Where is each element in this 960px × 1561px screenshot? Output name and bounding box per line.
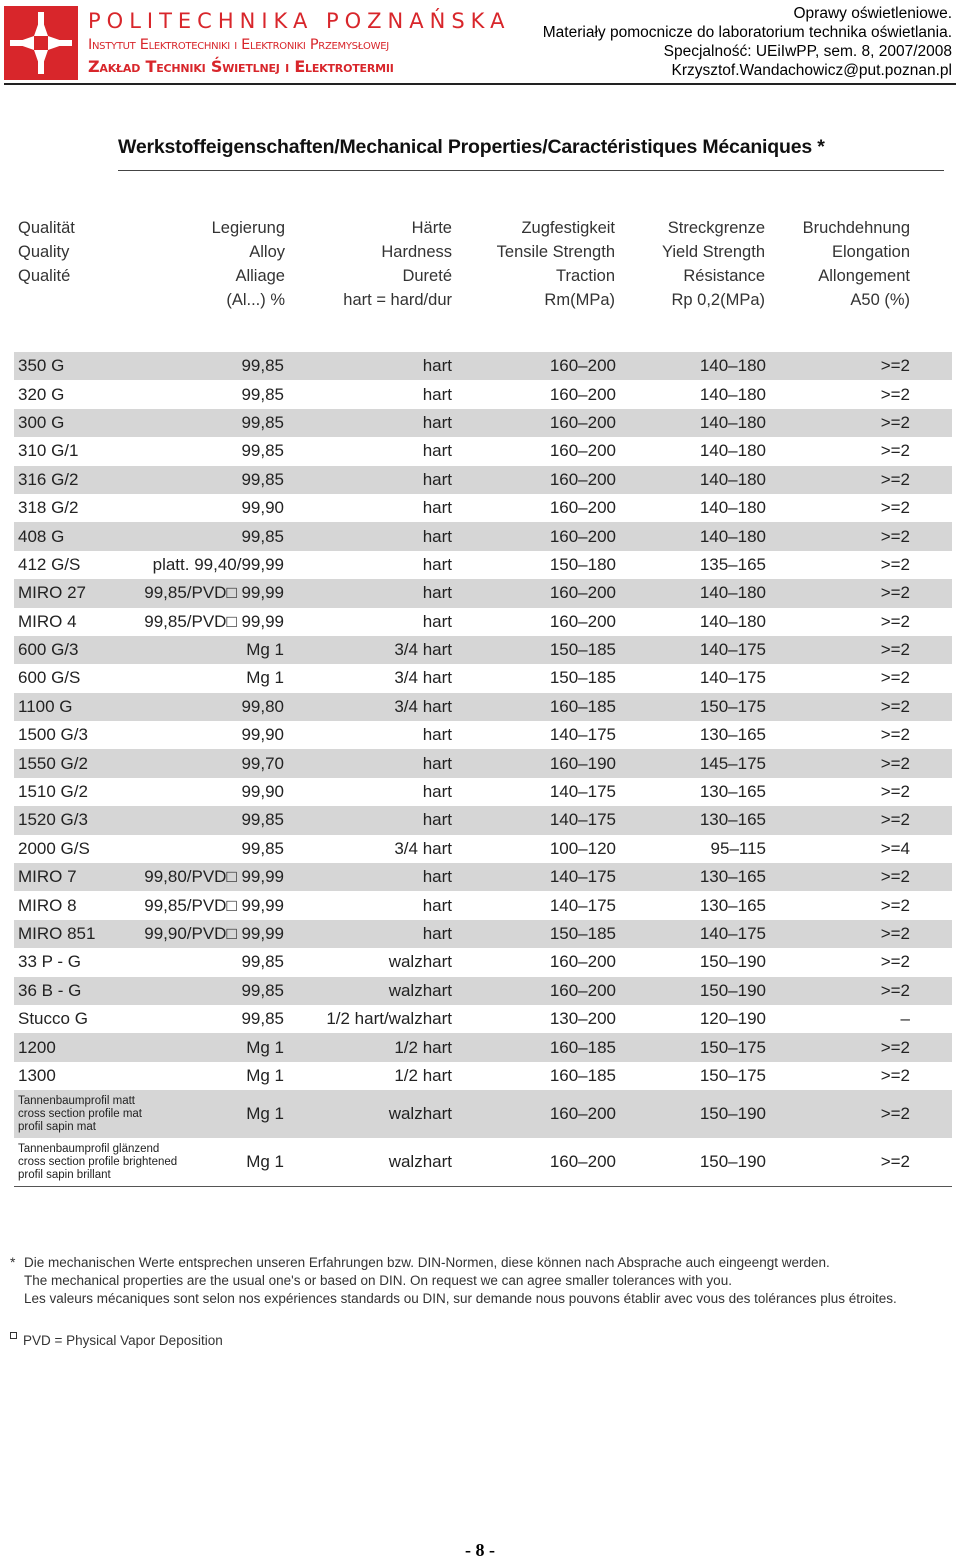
- cell-hardness: hart: [422, 356, 452, 376]
- cell-hardness: 1/2 hart: [394, 1037, 452, 1057]
- column-header-line: (Al...) %: [226, 291, 285, 309]
- cell-quality: 350 G: [18, 356, 65, 376]
- column-header-elongation: [803, 216, 910, 312]
- cell-tensile: 150–185: [549, 668, 616, 688]
- cell-yield: 140–180: [699, 611, 766, 631]
- cell-alloy: Mg 1: [246, 1152, 284, 1172]
- cell-alloy: 99,80/PVD□ 99,99: [144, 867, 284, 887]
- cell-alloy: 99,85: [241, 1009, 284, 1029]
- table-bottom-rule: [14, 1186, 952, 1187]
- column-header-line: Résistance: [683, 267, 765, 285]
- cell-yield: 150–190: [699, 1104, 766, 1124]
- cell-elongation: >=2: [880, 1152, 910, 1172]
- column-header-line: Quality: [18, 243, 70, 261]
- institution-line2: Instytut Elektrotechniki i Elektroniki Przemysłowej: [88, 37, 389, 53]
- cell-hardness: hart: [422, 895, 452, 915]
- cell-alloy: 99,80: [241, 696, 284, 716]
- cell-yield: 140–180: [699, 441, 766, 461]
- pvd-footnote: [10, 1332, 223, 1348]
- cell-elongation: >=2: [880, 640, 910, 660]
- table-row: [14, 352, 952, 380]
- cell-quality: 320 G: [18, 384, 65, 404]
- cell-elongation: >=2: [880, 441, 910, 461]
- table-row: [14, 1090, 952, 1138]
- cell-quality: [18, 1138, 177, 1186]
- table-row: [14, 891, 952, 919]
- cell-tensile: 140–175: [549, 810, 616, 830]
- cell-quality: 36 B - G: [18, 980, 82, 1000]
- column-header-line: Alliage: [235, 267, 285, 285]
- cell-alloy: 99,70: [241, 753, 284, 773]
- footnote-line: Les valeurs mécaniques sont selon nos expériences standards ou DIN, sur demande nous pouvons établir avec vous des tolérances plus étroites.: [24, 1291, 897, 1306]
- table-row: [14, 806, 952, 834]
- footnote-line: Die mechanischen Werte entsprechen unseren Erfahrungen bzw. DIN-Normen, diese können nach Absprache auch eingeengt werden.: [24, 1255, 830, 1270]
- cell-hardness: hart: [422, 526, 452, 546]
- column-header-quality: [18, 216, 75, 288]
- cell-alloy: 99,85/PVD□ 99,99: [144, 583, 284, 603]
- cell-tensile: 160–190: [549, 753, 616, 773]
- cell-hardness: 3/4 hart: [394, 696, 452, 716]
- cell-yield: 150–190: [699, 980, 766, 1000]
- column-header-line: Qualität: [18, 219, 75, 237]
- table-row: [14, 1033, 952, 1061]
- column-header-line: Allongement: [818, 267, 910, 285]
- cell-alloy: 99,90: [241, 498, 284, 518]
- cell-hardness: hart: [422, 782, 452, 802]
- cell-tensile: 160–185: [549, 696, 616, 716]
- institution-line1: POLITECHNIKA POZNAŃSKA: [88, 9, 511, 33]
- cell-quality: 1550 G/2: [18, 753, 88, 773]
- cell-quality-lines: [18, 1143, 177, 1182]
- cell-yield: 140–180: [699, 356, 766, 376]
- cell-quality: 1100 G: [18, 696, 73, 716]
- cell-quality: 318 G/2: [18, 498, 79, 518]
- cell-yield: 150–175: [699, 696, 766, 716]
- cell-elongation: >=2: [880, 384, 910, 404]
- footnote-star: *: [10, 1254, 16, 1270]
- table-row: [14, 1138, 952, 1186]
- table-row: [14, 1062, 952, 1090]
- cell-quality: 1200: [18, 1037, 56, 1057]
- cell-yield: 140–180: [699, 469, 766, 489]
- table-row: [14, 1005, 952, 1033]
- column-header-line: A50 (%): [850, 291, 910, 309]
- cell-yield: 150–190: [699, 1152, 766, 1172]
- cell-yield: 140–175: [699, 924, 766, 943]
- cell-quality-line: Tannenbaumprofil matt: [18, 1094, 135, 1107]
- cell-elongation: >=2: [880, 725, 910, 745]
- table-row: [14, 778, 952, 806]
- cell-hardness: 1/2 hart: [394, 1065, 452, 1085]
- column-header-line: Hardness: [381, 243, 452, 261]
- cell-alloy: 99,90: [241, 725, 284, 745]
- cell-yield: 150–175: [699, 1037, 766, 1057]
- cell-alloy: 99,85: [241, 412, 284, 432]
- cell-hardness: hart: [422, 583, 452, 603]
- cell-tensile: 140–175: [549, 725, 616, 745]
- cell-yield: 130–165: [699, 782, 766, 802]
- institution-line3: Zakład Techniki Świetlnej i Elektrotermii: [88, 57, 394, 76]
- cell-yield: 135–165: [699, 554, 766, 574]
- cell-hardness: 3/4 hart: [394, 668, 452, 688]
- cell-elongation: >=2: [880, 1104, 910, 1124]
- header-info-line: Specjalność: UEiIwPP, sem. 8, 2007/2008: [663, 43, 952, 60]
- cell-tensile: 160–200: [549, 583, 616, 603]
- cell-tensile: 160–200: [549, 1104, 616, 1124]
- cell-quality: 310 G/1: [18, 441, 79, 461]
- table-row: [14, 693, 952, 721]
- cell-quality: MIRO 27: [18, 583, 87, 603]
- cell-hardness: hart: [422, 753, 452, 773]
- column-header-line: Streckgrenze: [667, 219, 765, 237]
- properties-table: [14, 352, 952, 1186]
- cell-tensile: 150–185: [549, 640, 616, 660]
- table-row: [14, 551, 952, 579]
- cell-alloy: Mg 1: [246, 1104, 284, 1124]
- cell-quality-lines: [18, 1095, 142, 1134]
- column-header-line: Rp 0,2(MPa): [671, 291, 765, 309]
- cell-elongation: >=2: [880, 498, 910, 518]
- institution-name: [88, 8, 511, 78]
- cell-yield: 145–175: [699, 753, 766, 773]
- square-icon: [10, 1332, 17, 1339]
- column-header-line: hart = hard/dur: [343, 291, 452, 309]
- cell-alloy: 99,85: [241, 838, 284, 858]
- cell-hardness: walzhart: [388, 1104, 452, 1124]
- cell-elongation: >=4: [880, 838, 910, 858]
- cell-hardness: hart: [422, 384, 452, 404]
- column-header-line: Qualité: [18, 267, 71, 285]
- cell-quality-line: profil sapin mat: [18, 1120, 96, 1133]
- cell-yield: 120–190: [699, 1009, 766, 1029]
- cell-hardness: hart: [422, 810, 452, 830]
- table-row: [14, 749, 952, 777]
- cell-elongation: >=2: [880, 924, 910, 943]
- cell-yield: 140–175: [699, 668, 766, 688]
- cell-quality: 412 G/S: [18, 554, 81, 574]
- table-row: [14, 608, 952, 636]
- cell-quality: MIRO 8: [18, 895, 77, 915]
- cell-tensile: 160–200: [549, 441, 616, 461]
- cell-alloy: 99,90: [241, 782, 284, 802]
- cell-hardness: walzhart: [388, 980, 452, 1000]
- column-header-line: Legierung: [211, 219, 285, 237]
- cell-hardness: 1/2 hart/walzhart: [326, 1009, 452, 1029]
- cell-alloy: Mg 1: [246, 640, 284, 660]
- cell-quality: MIRO 4: [18, 611, 77, 631]
- column-header-line: Elongation: [832, 243, 910, 261]
- footnotes: [24, 1254, 897, 1308]
- cell-tensile: 140–175: [549, 782, 616, 802]
- table-row: [14, 636, 952, 664]
- cell-tensile: 100–120: [549, 838, 616, 858]
- cell-hardness: 3/4 hart: [394, 640, 452, 660]
- cell-yield: 150–190: [699, 952, 766, 972]
- cell-alloy: 99,85: [241, 469, 284, 489]
- cell-yield: 95–115: [710, 838, 766, 858]
- cell-alloy: Mg 1: [246, 1037, 284, 1057]
- table-row: [14, 920, 952, 948]
- cell-quality: [18, 1090, 142, 1138]
- cell-quality: 408 G: [18, 526, 65, 546]
- cell-tensile: 140–175: [549, 895, 616, 915]
- cell-tensile: 160–200: [549, 384, 616, 404]
- column-header-line: Bruchdehnung: [802, 219, 910, 237]
- column-header-line: Traction: [556, 267, 615, 285]
- cell-elongation: >=2: [880, 952, 910, 972]
- cell-elongation: >=2: [880, 611, 910, 631]
- cell-quality: 600 G/S: [18, 668, 81, 688]
- cell-tensile: 130–200: [549, 1009, 616, 1029]
- cell-hardness: hart: [422, 469, 452, 489]
- cell-elongation: >=2: [880, 696, 910, 716]
- table-row: [14, 466, 952, 494]
- column-header-line: Alloy: [249, 243, 285, 261]
- table-row: [14, 835, 952, 863]
- cell-elongation: >=2: [880, 412, 910, 432]
- cell-yield: 130–165: [699, 810, 766, 830]
- cell-elongation: >=2: [880, 782, 910, 802]
- cell-tensile: 160–200: [549, 526, 616, 546]
- table-row: [14, 437, 952, 465]
- cell-quality: MIRO 851: [18, 924, 96, 943]
- cell-tensile: 160–200: [549, 980, 616, 1000]
- table-row: [14, 409, 952, 437]
- page-title: Werkstoffeigenschaften/Mechanical Properties/Caractéristiques Mécaniques *: [118, 136, 825, 158]
- cell-yield: 140–180: [699, 583, 766, 603]
- cell-hardness: hart: [422, 611, 452, 631]
- column-header-line: Tensile Strength: [496, 243, 615, 261]
- cell-yield: 130–165: [699, 867, 766, 887]
- title-divider: [118, 170, 944, 171]
- column-header-yield: [662, 216, 765, 312]
- cell-yield: 130–165: [699, 725, 766, 745]
- cell-elongation: >=2: [880, 469, 910, 489]
- column-header-tensile: [497, 216, 615, 312]
- cell-alloy: 99,85: [241, 441, 284, 461]
- cell-alloy: 99,85: [241, 526, 284, 546]
- cell-quality: 1520 G/3: [18, 810, 88, 830]
- header-info-line: Oprawy oświetleniowe.: [793, 5, 952, 22]
- cell-yield: 130–165: [699, 895, 766, 915]
- cell-quality: 1510 G/2: [18, 782, 88, 802]
- cell-elongation: >=2: [880, 356, 910, 376]
- table-row: [14, 664, 952, 692]
- university-logo: [4, 6, 78, 80]
- cell-hardness: hart: [422, 498, 452, 518]
- cell-alloy: Mg 1: [246, 668, 284, 688]
- cell-tensile: 160–200: [549, 611, 616, 631]
- header-divider: [4, 83, 956, 85]
- cell-yield: 140–175: [699, 640, 766, 660]
- cell-alloy: 99,85: [241, 980, 284, 1000]
- cell-quality: 300 G: [18, 412, 65, 432]
- cell-elongation: –: [900, 1009, 910, 1029]
- cell-quality-line: profil sapin brillant: [18, 1168, 111, 1181]
- cell-alloy: platt. 99,40/99,99: [152, 554, 284, 574]
- table-row: [14, 380, 952, 408]
- column-header-line: Dureté: [402, 267, 452, 285]
- footnote-line: The mechanical properties are the usual one's or based on DIN. On request we can agree smaller tolerances with you.: [24, 1273, 732, 1288]
- cell-hardness: 3/4 hart: [394, 838, 452, 858]
- cell-quality: 600 G/3: [18, 640, 79, 660]
- cell-hardness: hart: [422, 867, 452, 887]
- cell-quality: 316 G/2: [18, 469, 79, 489]
- cell-alloy: 99,85: [241, 952, 284, 972]
- cell-hardness: walzhart: [388, 952, 452, 972]
- cell-quality-line: cross section profile mat: [18, 1107, 142, 1120]
- cell-yield: 140–180: [699, 498, 766, 518]
- cell-tensile: 160–200: [549, 1152, 616, 1172]
- cell-alloy: Mg 1: [246, 1065, 284, 1085]
- table-row: [14, 522, 952, 550]
- cell-hardness: hart: [422, 924, 452, 943]
- table-row: [14, 721, 952, 749]
- cell-alloy: 99,85: [241, 356, 284, 376]
- cell-elongation: >=2: [880, 867, 910, 887]
- table-row: [14, 863, 952, 891]
- cell-yield: 150–175: [699, 1065, 766, 1085]
- cell-elongation: >=2: [880, 753, 910, 773]
- cell-hardness: hart: [422, 412, 452, 432]
- cell-tensile: 160–200: [549, 498, 616, 518]
- cell-tensile: 160–185: [549, 1065, 616, 1085]
- cell-quality: 2000 G/S: [18, 838, 90, 858]
- cell-tensile: 160–200: [549, 952, 616, 972]
- cell-yield: 140–180: [699, 384, 766, 404]
- cell-yield: 140–180: [699, 412, 766, 432]
- cell-elongation: >=2: [880, 895, 910, 915]
- cell-alloy: 99,85: [241, 384, 284, 404]
- logo-emblem-icon: [4, 6, 78, 80]
- column-header-line: Yield Strength: [661, 243, 765, 261]
- cell-quality-line: cross section profile brightened: [18, 1155, 178, 1168]
- column-header-line: Härte: [411, 219, 452, 237]
- cell-hardness: hart: [422, 441, 452, 461]
- cell-tensile: 160–185: [549, 1037, 616, 1057]
- cell-tensile: 150–185: [549, 924, 616, 943]
- column-header-alloy: [212, 216, 285, 312]
- cell-alloy: 99,85: [241, 810, 284, 830]
- cell-quality-line: Tannenbaumprofil glänzend: [18, 1142, 160, 1155]
- column-header-hardness: [343, 216, 452, 312]
- cell-elongation: >=2: [880, 1065, 910, 1085]
- cell-elongation: >=2: [880, 810, 910, 830]
- header-right-info: [543, 4, 952, 80]
- cell-alloy: 99,85/PVD□ 99,99: [144, 895, 284, 915]
- table-row: [14, 579, 952, 607]
- cell-hardness: walzhart: [388, 1152, 452, 1172]
- cell-elongation: >=2: [880, 980, 910, 1000]
- header-info-line: Materiały pomocnicze do laboratorium technika oświetlania.: [542, 24, 952, 41]
- cell-tensile: 160–200: [549, 356, 616, 376]
- cell-elongation: >=2: [880, 668, 910, 688]
- cell-elongation: >=2: [880, 554, 910, 574]
- cell-alloy: 99,85/PVD□ 99,99: [144, 611, 284, 631]
- cell-tensile: 160–200: [549, 469, 616, 489]
- column-header-line: Rm(MPa): [544, 291, 615, 309]
- cell-yield: 140–180: [699, 526, 766, 546]
- table-row: [14, 494, 952, 522]
- cell-quality: 1500 G/3: [18, 725, 88, 745]
- page-header: [4, 4, 956, 84]
- header-email: Krzysztof.Wandachowicz@put.poznan.pl: [671, 62, 952, 79]
- cell-tensile: 150–180: [549, 554, 616, 574]
- page-number: - 8 -: [465, 1540, 495, 1560]
- cell-tensile: 160–200: [549, 412, 616, 432]
- cell-quality: 1300: [18, 1065, 56, 1085]
- column-header-line: Zugfestigkeit: [521, 219, 615, 237]
- cell-tensile: 140–175: [549, 867, 616, 887]
- cell-hardness: hart: [422, 725, 452, 745]
- cell-quality: Stucco G: [18, 1009, 88, 1029]
- cell-elongation: >=2: [880, 583, 910, 603]
- pvd-note-text: PVD = Physical Vapor Deposition: [23, 1333, 223, 1348]
- cell-quality: 33 P - G: [18, 952, 81, 972]
- cell-alloy: 99,90/PVD□ 99,99: [144, 924, 284, 943]
- cell-quality: MIRO 7: [18, 867, 77, 887]
- cell-hardness: hart: [422, 554, 452, 574]
- cell-elongation: >=2: [880, 1037, 910, 1057]
- cell-elongation: >=2: [880, 526, 910, 546]
- table-row: [14, 977, 952, 1005]
- table-row: [14, 948, 952, 976]
